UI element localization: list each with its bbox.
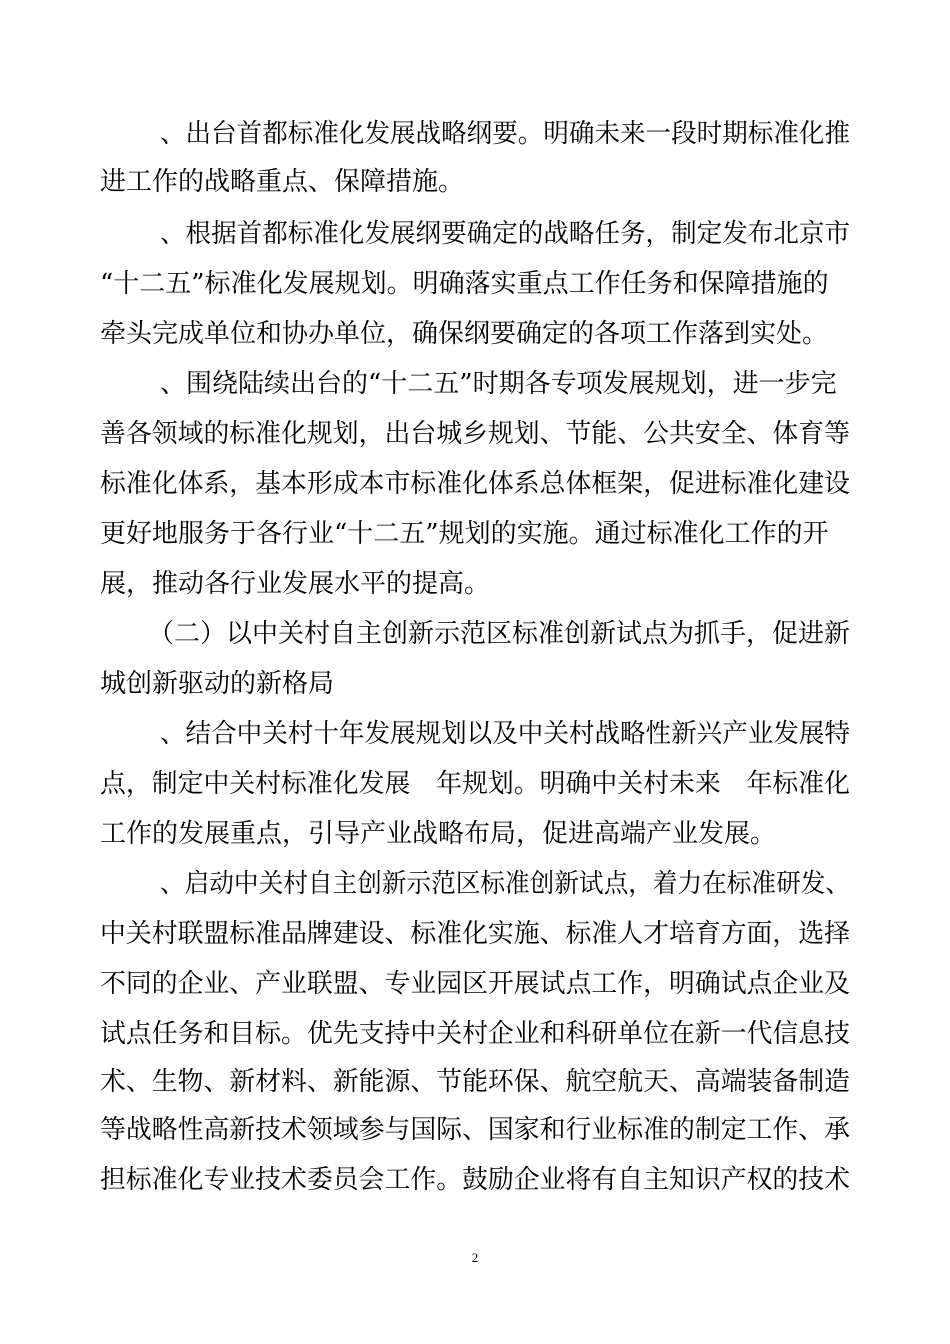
- text-line: 担标准化专业技术委员会工作。鼓励企业将有自主知识产权的技术: [100, 1165, 851, 1195]
- text-line: 点，制定中关村标准化发展 年规划。明确中关村未来 年标准化: [100, 769, 851, 799]
- text-line: 展，推动各行业发展水平的提高。: [100, 569, 491, 599]
- text-line: 不同的企业、产业联盟、专业园区开展试点工作，明确试点企业及: [100, 969, 851, 999]
- section-heading: 城创新驱动的新格局: [100, 669, 335, 699]
- text-line: 术、生物、新材料、新能源、节能环保、航空航天、高端装备制造: [100, 1067, 851, 1097]
- text-line: 、围绕陆续出台的“十二五”时期各专项发展规划，进一步完: [160, 369, 837, 399]
- text-line: 、根据首都标准化发展纲要确定的战略任务，制定发布北京市: [160, 219, 851, 249]
- text-line: 等战略性高新技术领域参与国际、国家和行业标准的制定工作、承: [100, 1115, 851, 1145]
- text-line: 试点任务和目标。优先支持中关村企业和科研单位在新一代信息技: [100, 1019, 851, 1049]
- text-line: 中关村联盟标准品牌建设、标准化实施、标准人才培育方面，选择: [100, 919, 851, 949]
- text-line: 进工作的战略重点、保障措施。: [100, 167, 465, 197]
- page-number: 2: [471, 1250, 479, 1265]
- text-line: 善各领域的标准化规划，出台城乡规划、节能、公共安全、体育等: [100, 419, 851, 449]
- text-line: 、结合中关村十年发展规划以及中关村战略性新兴产业发展特: [160, 719, 851, 749]
- text-line: 牵头完成单位和协办单位，确保纲要确定的各项工作落到实处。: [100, 319, 829, 349]
- section-heading: （二）以中关村自主创新示范区标准创新试点为抓手，促进新: [148, 619, 851, 649]
- text-line: 、出台首都标准化发展战略纲要。明确未来一段时期标准化推: [160, 119, 851, 149]
- text-line: 工作的发展重点，引导产业战略布局，促进高端产业发展。: [100, 819, 777, 849]
- text-line: “十二五”标准化发展规划。明确落实重点工作任务和保障措施的: [100, 269, 829, 299]
- text-line: 标准化体系，基本形成本市标准化体系总体框架，促进标准化建设: [100, 469, 851, 499]
- text-line: 更好地服务于各行业“十二五”规划的实施。通过标准化工作的开: [100, 519, 829, 549]
- text-line: 、启动中关村自主创新示范区标准创新试点，着力在标准研发、: [160, 869, 851, 899]
